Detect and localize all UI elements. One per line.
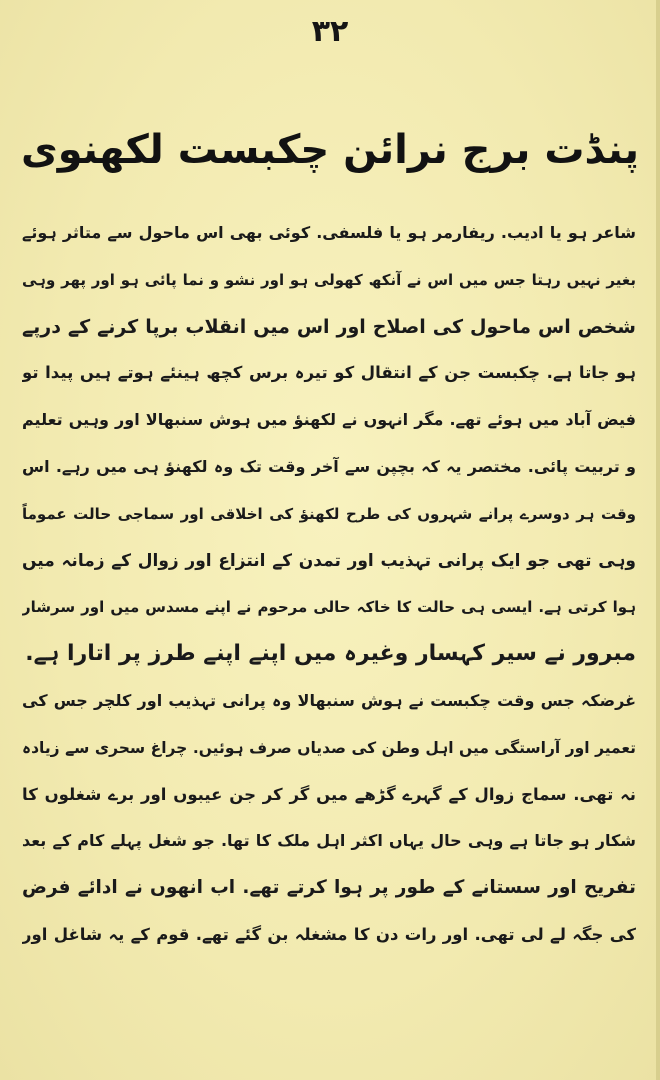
text-line: غرضکہ جس وقت چکبست نے ہوش سنبھالا وہ پرانی تہذیب اور کلچر جس کی bbox=[22, 690, 636, 710]
text-line: وہی تھی جو ایک پرانی تہذیب اور تمدن کے انتزاع اور زوال کے زمانہ میں bbox=[22, 550, 636, 571]
text-line: و تربیت پائی. مختصر یہ کہ بچپن سے آخر وقت تک وہ لکھنؤ ہی میں رہے. اس bbox=[22, 456, 636, 476]
text-line: بغیر نہیں رہتا جس میں اس نے آنکھ کھولی ہو اور نشو و نما پائی ہو اور پھر وہی bbox=[22, 270, 636, 289]
page-number: ۳۲ bbox=[311, 14, 349, 49]
text-line: ہوا کرتی ہے. ایسی ہی حالت کا خاکہ حالی مرحوم نے اپنے مسدس میں اور سرشار bbox=[22, 598, 636, 617]
text-line: تفریح اور سستانے کے طور پر ہوا کرتے تھے. اب انھوں نے ادائے فرض bbox=[22, 877, 636, 899]
page-title: پنڈت برج نرائن چکبست لکھنوی bbox=[21, 127, 639, 173]
text-line: مبرور نے سیر کہسار وغیرہ میں اپنے اپنے طرز پر اتارا ہے. bbox=[25, 641, 636, 667]
text-line: شخص اس ماحول کی اصلاح اور اس میں انقلاب برپا کرنے کے درپے bbox=[22, 315, 636, 338]
text-line: وقت ہر دوسرے پرانے شہروں کی طرح لکھنؤ کی اخلاقی اور سماجی حالت عموماً bbox=[22, 504, 636, 523]
text-line: فیض آباد میں ہوئے تھے. مگر انہوں نے لکھنؤ میں ہوش سنبھالا اور وہیں تعلیم bbox=[22, 410, 636, 430]
body-text bbox=[22, 210, 636, 959]
page-edge bbox=[656, 0, 660, 1080]
text-line: نہ تھی. سماج زوال کے گہرے گڑھے میں گر کر جن عیبوں اور برے شغلوں کا bbox=[22, 784, 636, 804]
text-line: شاعر ہو یا ادیب. ریفارمر ہو یا فلسفی. کوئی بھی اس ماحول سے متاثر ہوئے bbox=[22, 223, 636, 242]
text-line: ہو جاتا ہے. چکبست جن کے انتقال کو تیرہ برس کچھ ہینئے ہوتے ہیں پیدا تو bbox=[22, 363, 636, 383]
text-line: تعمیر اور آراستگی میں اہل وطن کی صدیاں صرف ہوئیں. چراغ سحری سے زیادہ bbox=[22, 738, 636, 757]
text-line: شکار ہو جاتا ہے وہی حال یہاں اکثر اہل ملک کا تھا. جو شغل پہلے کام کے بعد bbox=[22, 831, 636, 851]
text-line: کی جگہ لے لی تھی. اور رات دن کا مشغلہ بن گئے تھے. قوم کے یہ شاغل اور bbox=[22, 924, 636, 944]
